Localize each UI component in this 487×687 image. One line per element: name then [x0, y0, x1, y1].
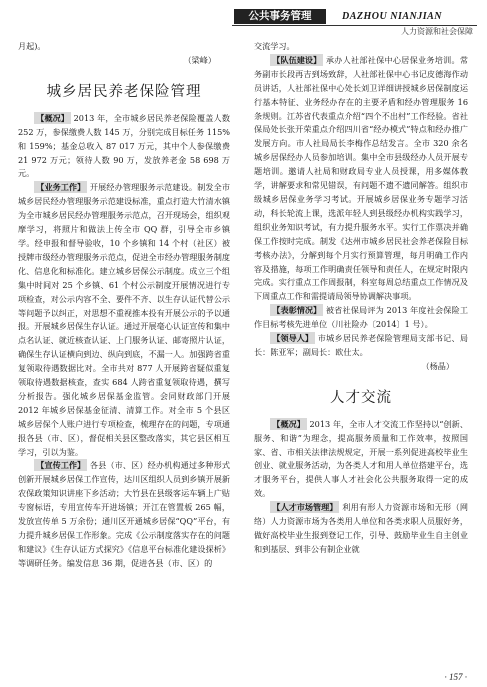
header-rule	[232, 25, 477, 26]
paragraph-talent-market	[254, 501, 468, 557]
previous-signature: （梁峰）	[183, 54, 216, 65]
section-title-talent-exchange: 人才交流	[330, 389, 392, 406]
article-title: 城乡居民养老保险管理	[46, 83, 202, 100]
paragraph-team	[254, 54, 468, 304]
paragraph-text: 开展经办管理服务示范建设。制发全市城乡居民经办管理服务示范建设标准，重点打造大竹清水镇为全市城乡居民经办管理服务示范点，召开现场会，组织观摩学习，将照片和做法上传全市 QQ 群，引导全市乡镇学。经申报和督导验收，10 个乡镇和 14 个村（社区）被授牌市级经办管理服务示范点，促进全市经办管理服务制度化、信息化和标准化。建立城乡居保公示制度。成立三个组集中时间对 25 个乡镇、61 个村公示制度开展情况进行专项检查，对公示内容不全、要件不齐、以生存认证代替公示等问题予以纠正，对思想不重视推本投有开展公示的予以通报。开展城乡居保生存认证。通过开展毫心认证宣传和集中点名认证、就近核查认证、上门服务认证、邮寄照片认证，确保生存认证横向到边、纵向到底，不漏一人。加强跨省重复领取待遇数据比对。全市共对 877 人开展跨省疑似重复领取待遇数据核查，查实 684 人跨省重复领取待遇，撰写分析报告。强化城乡居保基金监管。会同财政部门开展 2012 年城乡居保基金征清、清算工作。对全市 5 个县区城乡居保个人账户进行专项检查，梳理存在的问题，专项通报各县（市、区），督促相关县区整改落实，其它县区相互学习，引以为鉴。	[18, 182, 230, 457]
left-column	[18, 40, 230, 571]
running-header	[208, 9, 487, 24]
paragraph-text: 承办人社部社保中心居保业务培训。常务副市长段再吉到场致辞，人社部社保中心书记皮德海作动员讲话，人社部社保中心处长刘卫详细讲授城乡居保制度运行基本特征、业务经办存在的主要矛盾和经办管理服务 16 条规则。江苏省代表重点介绍“四个不出村”工作经验。省社保局处长张开荣重点介绍四川省“经办模式”特点和经办推广发展方向。市人社局局长李梅作总结发言。全市 320 余名城乡居保经办人员参加培训。集中全市县级经办人员开展专题培训。邀请人社局和财政局专业人员授课，用多媒体教学，讲解要求和常见错误，有问题不遗不遗同解答。组织市级城乡居保业务学习考试。开展城乡居保业务专题学习活动，科长轮流上课，选派年轻人到县级经办机构实践学习，组织业务知识考试，有力提升服务水平。实行工作票决并确保工作按时完成。制发《达州市城乡居民社会养老保险目标考核办法》，分解到每个月实行预算管理，每月明确工作内容及措施，每项工作明确责任领导和责任人，在规定时限内完成。实行重点工作周报制，科室每周总结重点工作情况及下周重点工作和需提请局领导协调解决事项。	[254, 54, 468, 302]
continued-text: 交流学习。	[254, 41, 295, 51]
section-tag: 公共事务管理	[234, 9, 326, 24]
paragraph-tag: 【人才市场管理】	[272, 502, 338, 513]
right-column	[254, 40, 468, 557]
previous-tail-text: 月起)。	[18, 41, 46, 51]
paragraph-text: 2013 年，全市人才交流工作坚持以“创新、服务、和谐”为理念，提高服务质量和工作效率，按照国家、省、市相关法律法规规定，开展一系列促进高校毕业生创业、就业服务活动，为各类人才和用人单位搭建平台，选才服务平台，提供人事人才社会化公共服务取得一定的成效。	[254, 418, 468, 499]
paragraph-text: 2013 年，全市城乡居民养老保险覆盖人数 252 万，参保缴费人数 145 万，分别完成目标任务 115% 和 159%；基金总收入 87 017 万元，其中个人参保缴费 21 972 万元；领待人数 90 万，发放养老金 58 698 万元。	[18, 112, 230, 179]
paragraph-tag: 【业务工作】	[36, 182, 86, 193]
paragraph-leaders	[254, 332, 468, 360]
paragraph-publicity	[18, 459, 230, 570]
paragraph-tag: 【概况】	[272, 418, 305, 429]
paragraph-talent-overview	[254, 418, 468, 501]
paragraph-text: 各县（市、区）经办机构通过多种形式创新开展城乡居保工作宣传，达川区组织人员到乡镇开展新农保政策知识讲座下乡活动；大竹县在县级客运车辆上广贴专窗标语，专用宣传车开进场镇；开江在管置板 265 幅，发放宣传单 5 万余份；通川区开通城乡居保“QQ”平台，有力提升城乡居保工作形象。完成《公示制度落实存在的问题和建议》《生存认证方式探究》《信息平台标准化建设探析》等调研任务。编发信息 36 期，促进各县（市、区）的	[18, 460, 230, 568]
paragraph-text: 被省社保局评为 2013 年度社会保险工作目标考核先进单位（川社险办〔2014〕1 号）。	[254, 305, 469, 330]
paragraph-text: 市城乡居民养老保险管理局支部书记、局长：陈亚军；副局长：欧仕太。	[254, 333, 468, 357]
paragraph-tag: 【领导人】	[272, 333, 313, 344]
paragraph-tag: 【概况】	[36, 112, 69, 123]
paragraph-awards	[254, 304, 468, 332]
paragraph-tag: 【宣传工作】	[36, 460, 86, 471]
journal-name: DAZHOU NIANJIAN	[342, 11, 443, 22]
signature: （杨晶）	[421, 360, 454, 371]
paragraph-overview	[18, 112, 230, 182]
paragraph-text: 利用有形人力资源市场和无形（网络）人力资源市场为各类用人单位和各类求职人员服好务，做好高校毕业生报到登记工作，引导、鼓励毕业生自主创业和到基层、到非公有制企业就	[254, 502, 468, 554]
paragraph-business	[18, 181, 230, 459]
subsection-label: 人力资源和社会保障	[401, 27, 473, 36]
paragraph-tag: 【表彰情况】	[272, 305, 322, 316]
paragraph-tag: 【队伍建设】	[272, 54, 322, 65]
page-number: · 157 ·	[444, 672, 467, 682]
